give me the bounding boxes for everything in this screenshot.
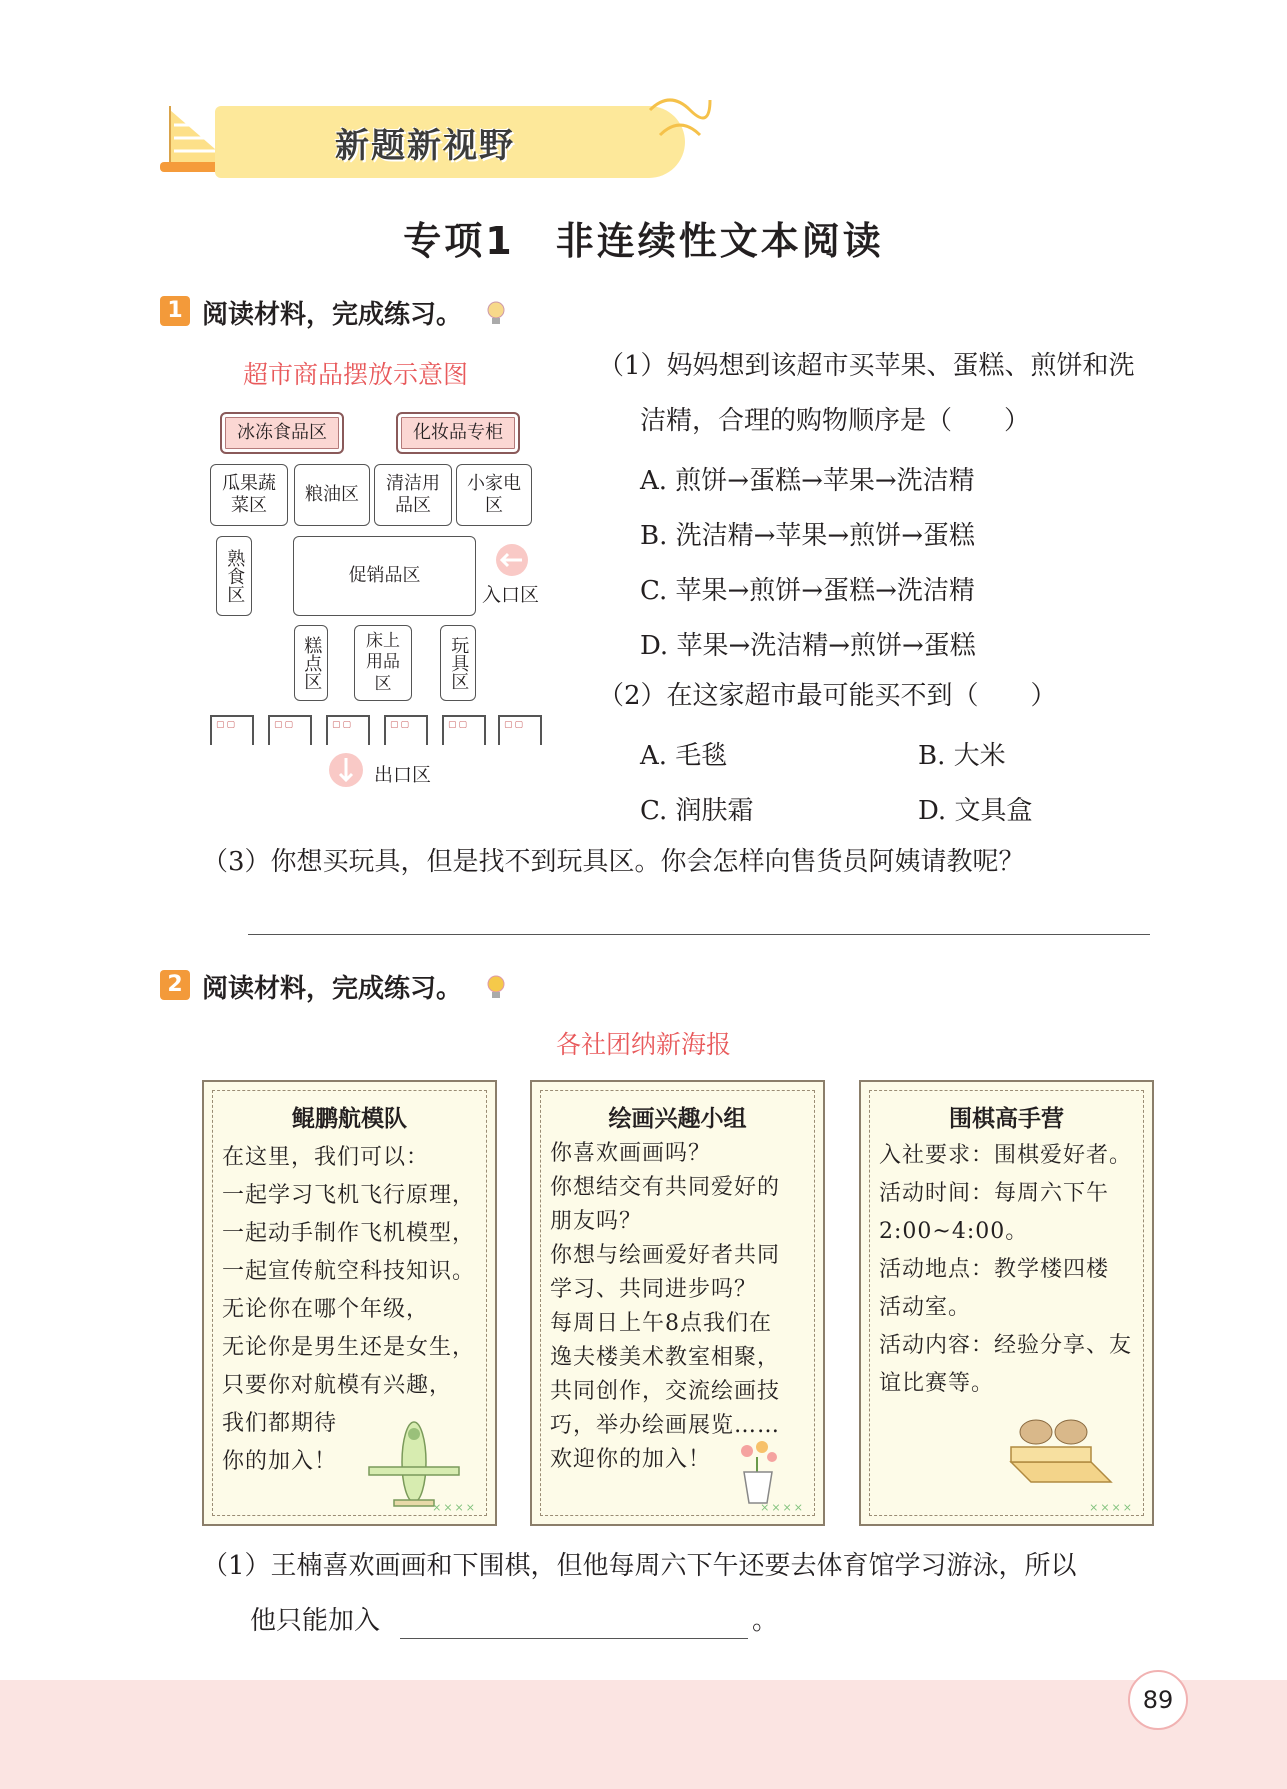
zone-label: 玩具区	[448, 636, 470, 690]
zone-label: 清洁用	[386, 472, 440, 494]
poster-title: 围棋高手营	[949, 1106, 1064, 1132]
zone-label: 瓜果蔬	[222, 472, 276, 494]
poster-line: 你想结交有共同爱好的	[550, 1175, 781, 1200]
zone-label: 熟食区	[224, 549, 246, 603]
poster-line: 欢迎你的加入！	[550, 1447, 712, 1472]
zone-label: 菜区	[231, 495, 267, 516]
exit-label: 出口区	[374, 764, 432, 786]
poster-title: 绘画兴趣小组	[608, 1106, 747, 1132]
checkout-counter: ▢▢	[210, 715, 254, 745]
q1-part2-option-b: B. 大米	[918, 741, 1006, 771]
q1-part1-line1: （1）妈妈想到该超市买苹果、蛋糕、煎饼和洗	[598, 351, 1135, 381]
zone-frozen	[220, 412, 344, 454]
q1-part2-option-a: A. 毛毯	[640, 741, 728, 771]
q1-option-d: D. 苹果→洗洁精→煎饼→蛋糕	[640, 631, 976, 661]
header-banner	[160, 100, 700, 180]
wave-icon	[640, 80, 720, 160]
checkout-counter: ▢▢	[498, 715, 542, 745]
checkout-counter: ▢▢	[442, 715, 486, 745]
banner-title: 新题新视野	[335, 126, 515, 166]
poster-line: 谊比赛等。	[879, 1371, 995, 1396]
airplane-icon	[364, 1412, 464, 1512]
zone-label: 粮油区	[305, 483, 359, 505]
poster-line: 巧，举办绘画展览……	[550, 1413, 781, 1438]
map-title: 超市商品摆放示意图	[243, 360, 469, 389]
go-board-icon	[1001, 1402, 1121, 1492]
zone-cleaning	[374, 464, 452, 526]
answer-line[interactable]	[248, 934, 1150, 935]
zone-label: 糕点区	[301, 636, 323, 690]
poster-line: 一起学习飞机飞行原理，	[222, 1183, 476, 1208]
q1-part1-line2: 洁精，合理的购物顺序是（ ）	[640, 406, 1031, 436]
checkout-counter: ▢▢	[268, 715, 312, 745]
poster-line: 活动地点：教学楼四楼	[879, 1257, 1110, 1282]
zone-promotion	[293, 536, 476, 616]
zone-label: 床上	[366, 631, 400, 652]
poster-line: 活动室。	[879, 1295, 972, 1320]
zone-label: 小家电	[467, 472, 521, 494]
zone-pastry	[294, 625, 328, 701]
poster-line: 活动内容：经验分享、友	[879, 1333, 1133, 1358]
question-instruction: 阅读材料，完成练习。	[202, 300, 463, 330]
zone-label: 品区	[395, 495, 431, 516]
zone-label: 化妆品专柜	[413, 421, 503, 443]
zone-label: 用品	[366, 652, 400, 673]
page-number: 89	[1128, 1670, 1188, 1730]
question-number: 1	[160, 296, 190, 326]
zone-fruit-veg	[210, 464, 288, 526]
zone-toys	[440, 625, 476, 701]
poster-line: 无论你是男生还是女生，	[222, 1335, 476, 1360]
poster-line: 一起动手制作飞机模型，	[222, 1221, 476, 1246]
checkout-counter: ▢▢	[326, 715, 370, 745]
q1-part2-option-c: C. 润肤霜	[640, 796, 754, 826]
poster-line: 你喜欢画画吗？	[550, 1141, 712, 1166]
zone-deli	[216, 536, 252, 616]
q2-part1-line2: 他只能加入	[250, 1606, 381, 1636]
poster-line: 2:00~4:00。	[879, 1219, 1029, 1244]
posters-title: 各社团纳新海报	[555, 1030, 731, 1059]
q2-part1-end: 。	[752, 1606, 779, 1636]
poster-line: 活动时间：每周六下午	[879, 1181, 1110, 1206]
q1-option-b: B. 洗洁精→苹果→煎饼→蛋糕	[640, 521, 975, 551]
decoration: ××××	[760, 1501, 805, 1514]
poster-line: 我们都期待	[222, 1411, 338, 1436]
zone-cosmetics	[396, 412, 520, 454]
zone-label: 冰冻食品区	[237, 421, 327, 443]
poster-aviation	[202, 1080, 497, 1526]
checkout-counter: ▢▢	[384, 715, 428, 745]
zone-label: 促销品区	[348, 564, 421, 586]
zone-bedding	[354, 625, 412, 701]
poster-line: 逸夫楼美术教室相聚，	[550, 1345, 781, 1370]
poster-line: 朋友吗？	[550, 1209, 643, 1234]
zone-label: 区	[374, 673, 392, 694]
q1-part3: （3）你想买玩具，但是找不到玩具区。你会怎样向售货员阿姨请教呢？	[202, 847, 1025, 877]
poster-line: 无论你在哪个年级，	[222, 1297, 430, 1322]
question-number: 2	[160, 970, 190, 1000]
q1-part2-option-d: D. 文具盒	[918, 796, 1033, 826]
poster-line: 每周日上午8点我们在	[550, 1311, 772, 1336]
exit-arrow-icon	[328, 752, 364, 788]
zone-appliances	[456, 464, 532, 526]
poster-go-club	[859, 1080, 1154, 1526]
decoration: ××××	[1089, 1501, 1134, 1514]
poster-line: 只要你对航模有兴趣，	[222, 1373, 453, 1398]
entrance-arrow-icon	[492, 543, 536, 577]
zone-grain-oil	[294, 464, 370, 526]
poster-title: 鲲鹏航模队	[292, 1106, 407, 1132]
poster-line: 一起宣传航空科技知识。	[222, 1259, 476, 1284]
answer-blank[interactable]	[400, 1638, 748, 1639]
poster-painting	[530, 1080, 825, 1526]
q1-option-a: A. 煎饼→蛋糕→苹果→洗洁精	[640, 466, 975, 496]
poster-line: 学习、共同进步吗？	[550, 1277, 758, 1302]
question-instruction: 阅读材料，完成练习。	[202, 974, 463, 1004]
poster-line: 你的加入！	[222, 1449, 338, 1474]
poster-line: 共同创作，交流绘画技	[550, 1379, 781, 1404]
flower-pot-icon	[732, 1437, 782, 1507]
page-title: 专项1 非连续性文本阅读	[403, 219, 884, 263]
q1-option-c: C. 苹果→煎饼→蛋糕→洗洁精	[640, 576, 975, 606]
footer-band	[0, 1680, 1287, 1789]
poster-line: 入社要求：围棋爱好者。	[879, 1143, 1133, 1168]
decoration: ××××	[432, 1501, 477, 1514]
lightbulb-icon	[486, 300, 506, 326]
poster-line: 你想与绘画爱好者共同	[550, 1243, 781, 1268]
lightbulb-icon	[486, 974, 506, 1000]
zone-label: 区	[485, 495, 503, 516]
q2-part1-line1: （1）王楠喜欢画画和下围棋，但他每周六下午还要去体育馆学习游泳，所以	[202, 1551, 1077, 1581]
entrance-label: 入口区	[482, 584, 540, 606]
poster-line: 在这里，我们可以：	[222, 1145, 430, 1170]
q1-part2: （2）在这家超市最可能买不到（ ）	[598, 681, 1057, 711]
